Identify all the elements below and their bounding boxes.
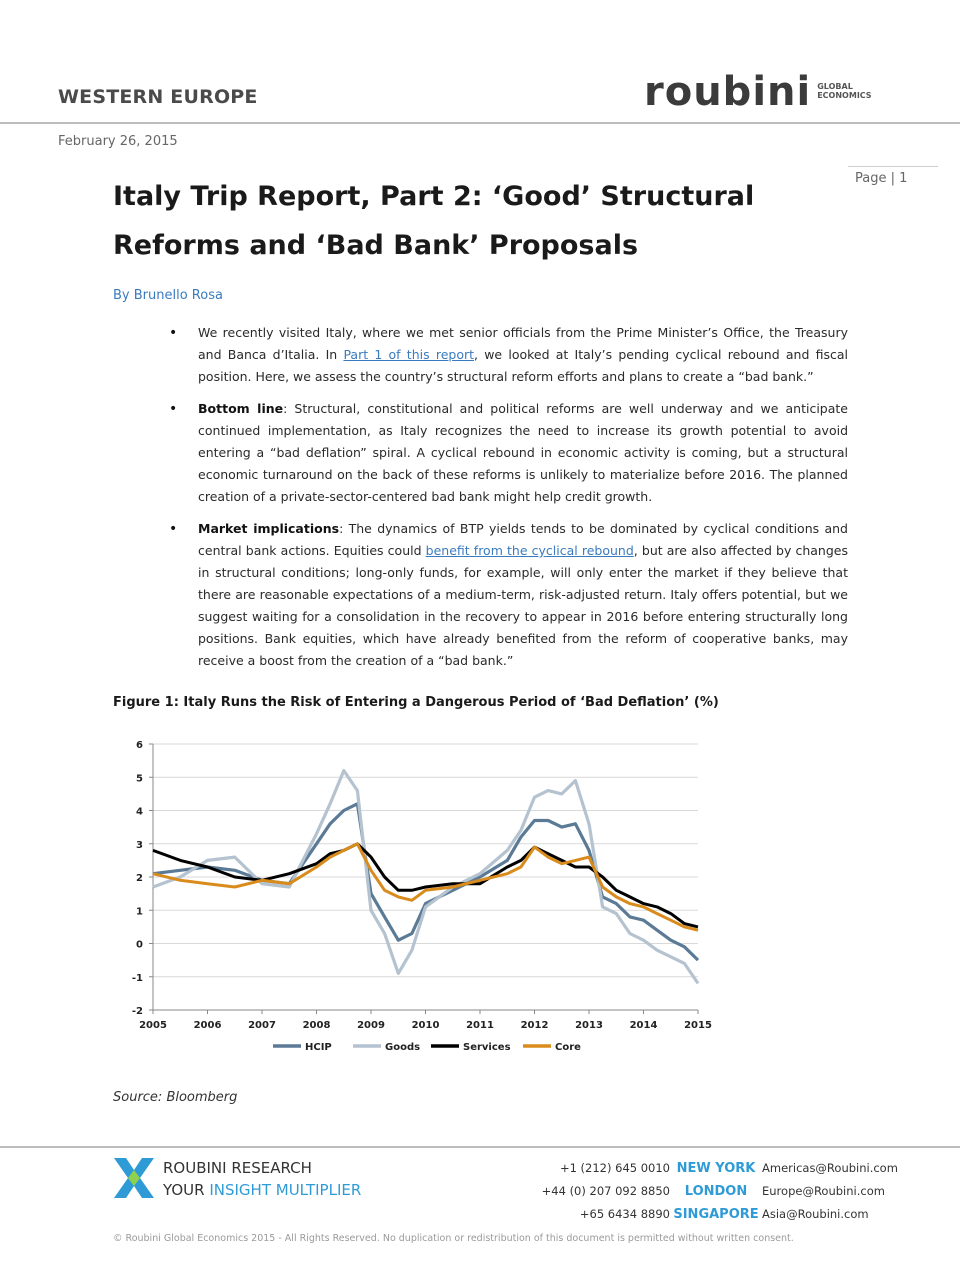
chart-svg [113,728,713,1060]
x-tick-label: 2010 [411,1020,440,1031]
y-tick-label: 6 [136,740,143,751]
x-tick-label: 2015 [684,1020,712,1031]
office-phone: +65 6434 8890 [579,1207,670,1221]
bullet-market-implications [113,518,848,672]
page-number-rule [848,166,938,167]
logo-sub-line1: GLOBAL [817,82,853,91]
series-line-hcip [153,804,698,960]
y-tick-label: -1 [131,972,143,984]
footer-brand [163,1157,361,1201]
y-tick-label: 4 [136,806,143,818]
office-phone: +1 (212) 645 0010 [559,1161,670,1175]
logo-subtitle [817,82,871,100]
footer-divider [0,1146,960,1148]
cyclical-rebound-link[interactable]: benefit from the cyclical rebound [425,543,634,558]
y-tick-label: 1 [136,906,143,918]
office-row [540,1203,898,1226]
y-tick-label: 3 [136,839,143,851]
x-tick-label: 2005 [139,1020,167,1031]
x-tick-label: 2007 [248,1020,276,1031]
x-tick-label: 2013 [575,1020,603,1031]
bullet-bottom-line [113,398,848,508]
author-byline[interactable]: By Brunello Rosa [113,288,223,303]
legend-label: Goods [385,1042,421,1053]
brand-line1: ROUBINI RESEARCH [163,1159,312,1177]
market-text-b: , but are also affected by changes in structural conditions; long-only funds, for example, will only enter the market if they believe that there are reasonable expectations of a medium-term, risk-adjusted return. Italy offers potential, but we suggest waiting for a consolidation in the recovery to appear in 2016 before entering structurally long positions. Bank equities, which have already benefited from the reform of cooperative banks, may receive a boost from the creation of a “bad bank.” [198,543,848,668]
legend-label: Services [463,1042,511,1053]
y-tick-label: 0 [136,939,143,951]
x-tick-label: 2009 [357,1020,385,1031]
x-tick-label: 2014 [629,1020,658,1031]
summary-bullets [113,322,848,682]
market-text-a: : The dynamics of BTP yields tends to be dominated by cyclical conditions and central bank actions. Equities could [198,521,848,558]
report-date: February 26, 2015 [58,134,178,149]
figure-source: Source: Bloomberg [113,1090,238,1105]
office-contacts [540,1157,898,1226]
office-email[interactable]: Europe@Roubini.com [762,1184,885,1198]
bullet-intro-text-b: , we looked at Italy’s pending cyclical rebound and fiscal position. Here, we assess the country’s structural reform efforts and plans to create a “bad bank.” [198,347,848,384]
x-tick-label: 2008 [302,1020,331,1031]
bullet-intro [113,322,848,388]
bullet-intro-text-a: We recently visited Italy, where we met senior officials from the Prime Minister’s Office, the Treasury and Banca d’Italia. In [198,325,848,362]
inflation-chart [113,728,713,1060]
x-tick-label: 2006 [193,1020,222,1031]
header-divider [0,122,960,124]
x-tick-label: 2011 [466,1020,494,1031]
region-heading: WESTERN EUROPE [58,86,258,108]
brand-line2-b: INSIGHT MULTIPLIER [209,1181,362,1199]
copyright-notice: © Roubini Global Economics 2015 - All Rights Reserved. No duplication or redistribution of this document is permitted without written consent. [113,1233,794,1244]
x-tick-label: 2012 [520,1020,549,1031]
office-row [540,1180,898,1203]
y-tick-label: -2 [131,1006,143,1017]
bottom-line-text: : Structural, constitutional and political reforms are well underway and we anticipate continued implementation, as Italy recognizes the need to increase its growth potential to avoid entering a “bad deflation” spiral. A cyclical rebound in economic activity is coming, but a structural economic turnaround on the back of these reforms is unlikely to materialize before 2016. The planned creation of a private-sector-centered bad bank might help credit growth. [198,401,848,504]
page-number: Page | 1 [855,171,908,186]
logo-sub-line2: ECONOMICS [817,91,872,100]
office-email[interactable]: Asia@Roubini.com [762,1207,869,1221]
legend-label: HCIP [305,1042,332,1053]
office-email[interactable]: Americas@Roubini.com [762,1161,898,1175]
y-tick-label: 2 [136,873,143,884]
office-row [540,1157,898,1180]
office-phone: +44 (0) 207 092 8850 [541,1184,670,1198]
figure-title: Figure 1: Italy Runs the Risk of Entering a Dangerous Period of ‘Bad Deflation’ (%) [113,695,719,710]
roubini-logo [644,70,872,114]
brand-line2-a: YOUR [163,1181,210,1199]
bottom-line-lead: Bottom line [198,401,284,416]
report-title: Italy Trip Report, Part 2: ‘Good’ Structural Reforms and ‘Bad Bank’ Proposals [113,181,755,261]
roubini-x-logo-icon [112,1156,156,1200]
market-implications-lead: Market implications [198,521,340,536]
part1-report-link[interactable]: Part 1 of this report [343,347,475,362]
office-city: NEW YORK [676,1161,756,1176]
y-tick-label: 5 [136,773,143,785]
office-city: SINGAPORE [673,1207,759,1222]
logo-wordmark: roubini [644,69,812,115]
office-city: LONDON [684,1184,748,1199]
legend-label: Core [555,1042,581,1053]
brand-line2 [163,1179,361,1201]
